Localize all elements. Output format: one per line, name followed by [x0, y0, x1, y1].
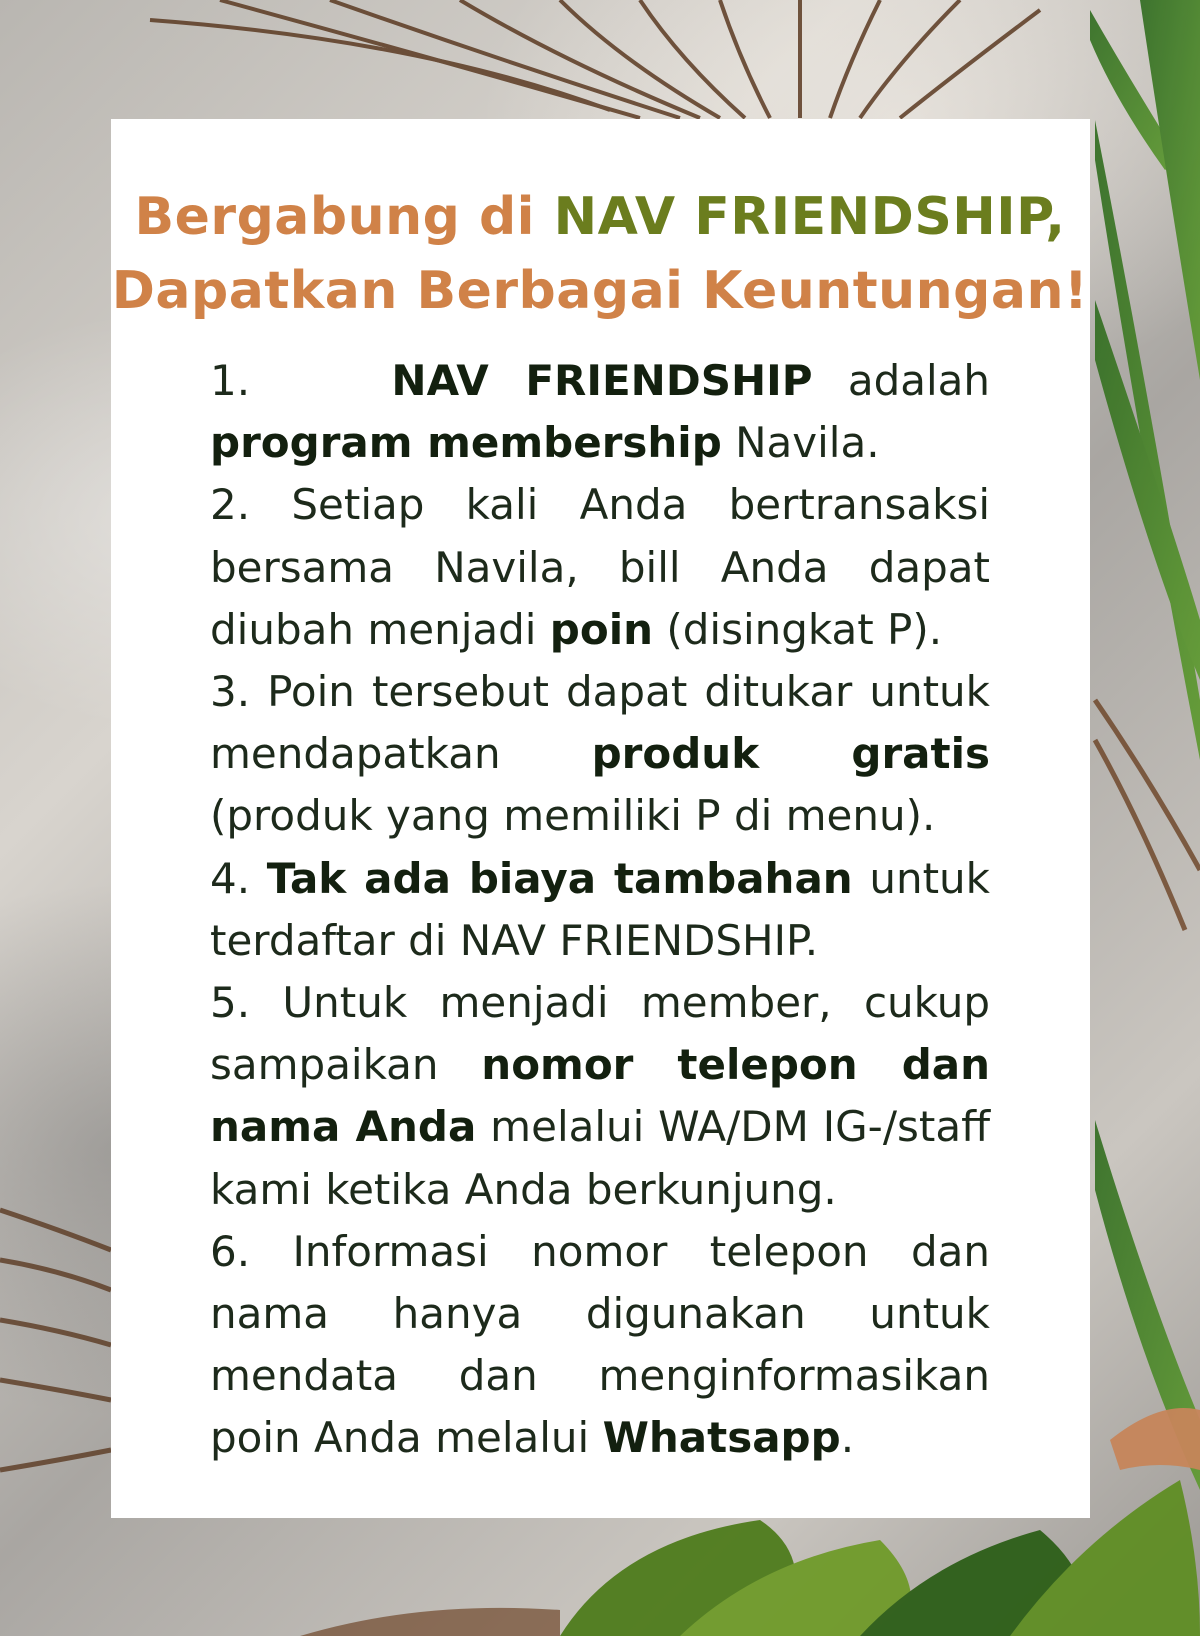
list-item: 3. Poin tersebut dapat ditukar untuk mendapatkan produk gratis (produk yang memiliki P di menu). — [210, 667, 990, 841]
title-line-2: Dapatkan Berbagai Keuntungan! — [111, 261, 1089, 321]
list-item: 6. Informasi nomor telepon dan nama hanya digunakan untuk mendata dan menginformasikan poin Anda melalui Whatsapp. — [210, 1226, 990, 1463]
title-line-1 — [0, 180, 1200, 254]
page-title — [0, 180, 1200, 328]
list-item: 2. Setiap kali Anda bertransaksi bersama Navila, bill Anda dapat diubah menjadi poin (disingkat P). — [210, 480, 990, 654]
title-highlight: NAV FRIENDSHIP, — [553, 187, 1066, 247]
list-item: 5. Untuk menjadi member, cukup sampaikan nomor telepon dan nama Anda melalui WA/DM IG-/staff kami ketika Anda berkunjung. — [210, 978, 991, 1214]
title-prefix: Bergabung di — [134, 187, 554, 247]
list-item: 4. Tak ada biaya tambahan untuk terdaftar di NAV FRIENDSHIP. — [210, 853, 990, 965]
list-item: 1. NAV FRIENDSHIP adalah program membership Navila. — [210, 356, 991, 468]
membership-info-list — [210, 350, 990, 1470]
